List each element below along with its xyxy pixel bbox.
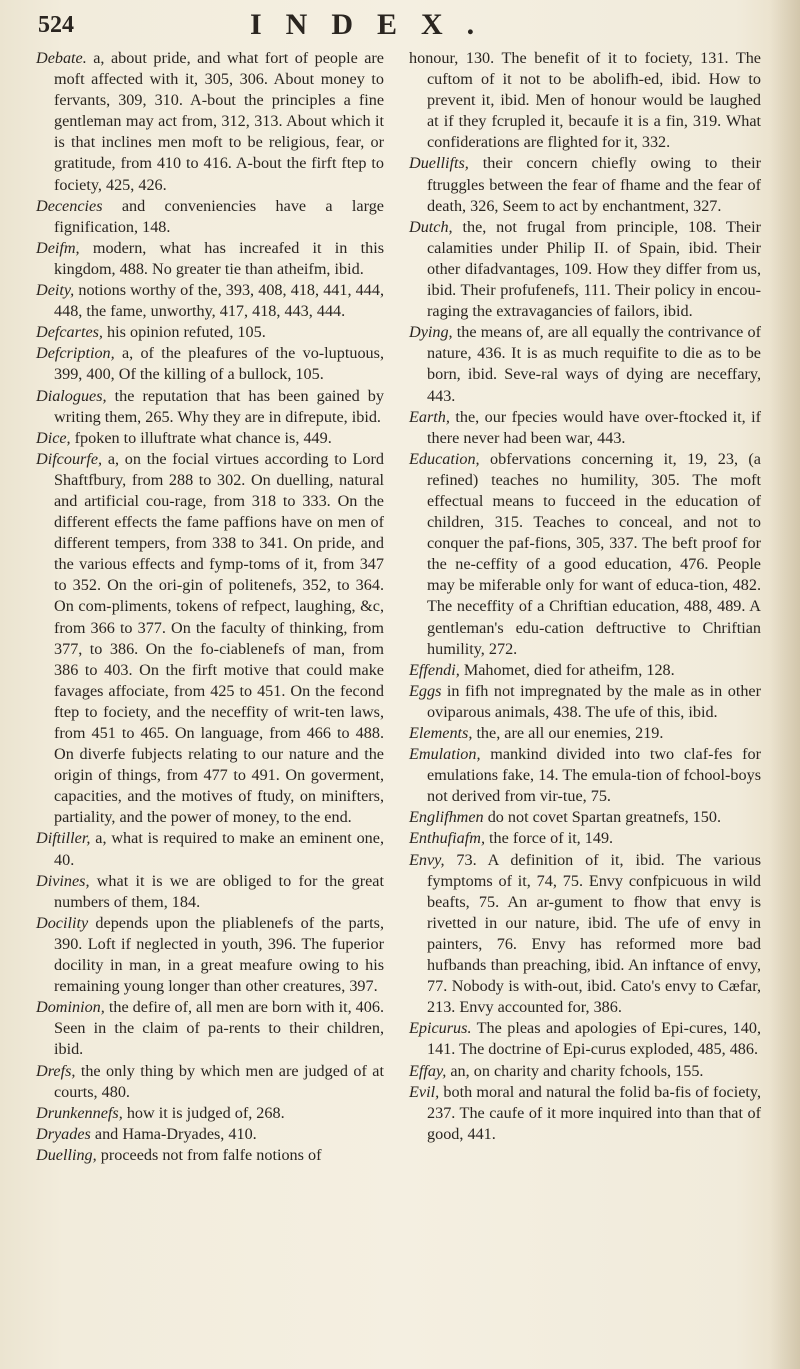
index-entry: [409, 723, 761, 744]
index-entry: [36, 428, 384, 449]
index-term: Debate.: [36, 49, 87, 67]
index-entry: [409, 1082, 761, 1145]
index-entry: [36, 1103, 384, 1124]
index-text: the, not frugal from principle, 108. Their calamities under Philip II. of Spain, ibid. Their other difadvantages, 109. How they differ from us, ibid. Their profufenefs, 111. Their policy in encou-raging the extravagancies of failors, ibid.: [427, 217, 761, 321]
index-term: Defcription,: [36, 344, 115, 363]
index-text: in fifh not impregnated by the male as in other oviparous animals, 438. The ufe of this, ibid.: [427, 681, 761, 721]
index-entry: [409, 660, 761, 681]
index-entry: [409, 1061, 761, 1082]
index-entry: [409, 407, 761, 449]
index-term: Education,: [409, 449, 480, 468]
index-term: Dryades: [36, 1124, 91, 1143]
index-entry: [36, 913, 384, 997]
index-entry: [36, 196, 384, 238]
index-entry: [36, 1061, 384, 1103]
index-text: mankind divided into two claf-fes for emulations fake, 14. The emula-tion of fchool-boys not derived from vir-tue, 75.: [427, 745, 761, 806]
index-entry: [36, 449, 384, 829]
index-entry: [409, 153, 761, 216]
index-term: Effendi,: [409, 660, 460, 679]
index-text: his opinion refuted, 105.: [102, 323, 266, 342]
left-column: [36, 48, 384, 1166]
index-text: a, about pride, and what fort of people are moft affected with it, 305, 306. About money to fervants, 309, 310. A-bout the principles a fine gentleman may act from, 312, 313. About which it is that inclines men moft to be religious, fear, or gratitude, from 410 to 416. A-bout the firft ftep to fociety, 425, 426.: [54, 49, 384, 194]
index-entry: [36, 386, 384, 428]
index-term: Envy,: [409, 850, 445, 869]
index-term: Defcartes,: [36, 323, 103, 342]
running-head: INDEX.: [250, 8, 499, 41]
index-entry: [36, 238, 384, 280]
index-text: how it is judged of, 268.: [122, 1103, 285, 1122]
index-term: Dominion,: [36, 998, 105, 1017]
index-entry: [409, 322, 761, 406]
index-entry: [36, 48, 384, 196]
page-header: [30, 8, 760, 48]
index-text: do not covet Spartan greatnefs, 150.: [483, 808, 721, 827]
index-text: the defire of, all men are born with it, 406. Seen in the claim of pa-rents to their children, ibid.: [54, 998, 384, 1059]
index-term: Drunkennefs,: [36, 1103, 123, 1122]
index-text: a, on the focial virtues according to Lord Shaftfbury, from 288 to 302. On duelling, natural and artificial cou-rage, from 318 to 333. On the different effects the fame paffions have on men of different tempers, from 338 to 341. On pride, and the various effects and fymp-toms of it, from 347 to 352. On the ori-gin of politenefs, 352, to 364. On com-pliments, tokens of refpect, laughing, &c, from 366 to 377. On the faculty of thinking, from 377, to 386. On the fo-ciablenefs of man, from 386 to 403. On the firft motive that could make favages affociate, from 425 to 451. On the fecond ftep to fociety, and the neceffity of writ-ten laws, from 451 to 465. On language, from 466 to 488. On diverfe fubjects relating to our nature and the origin of things, from 477 to 491. On goverment, capacities, and the motives of ftudy, on minifters, partiality, and the power of money, to the end.: [54, 449, 384, 827]
page-number: 524: [38, 12, 74, 38]
index-text: the, our fpecies would have over-ftocked it, if there never had been war, 443.: [427, 407, 761, 447]
index-text: and conveniencies have a large fignification, 148.: [54, 196, 384, 236]
index-entry: [409, 449, 761, 660]
index-term: Emulation,: [409, 745, 481, 764]
index-entry: [36, 322, 384, 343]
index-text: honour, 130. The benefit of it to fociety, 131. The cuftom of it not to be abolifh-ed, ibid. How to prevent it, ibid. Men of honour would be laughed at if they fcrupled it, becaufe it is a fin, 319. What confiderations are flighted for it, 332.: [409, 49, 761, 152]
index-term: Difcourfe,: [36, 449, 103, 468]
index-entry: [409, 850, 761, 1019]
index-entry: [36, 343, 384, 385]
index-text: both moral and natural the folid ba-fis of fociety, 237. The caufe of it more inquired into than that of good, 441.: [427, 1082, 761, 1143]
index-term: Duelling,: [36, 1145, 97, 1164]
index-text: depends upon the pliablenefs of the parts, 390. Loft if neglected in youth, 396. The fuperior docility in man, in a great meafure owing to his remaining young longer than other creatures, 397.: [54, 913, 384, 996]
index-term: Diftiller,: [36, 829, 91, 848]
index-text: the, are all our enemies, 219.: [472, 724, 664, 742]
index-text: fpoken to illuftrate what chance is, 449.: [70, 428, 332, 447]
index-term: Englifhmen: [409, 808, 484, 827]
index-term: Divines,: [36, 871, 90, 890]
index-entry: [409, 744, 761, 807]
index-text: an, on charity and charity fchools, 155.: [446, 1061, 704, 1080]
index-entry: [36, 280, 384, 322]
index-entry: [409, 1018, 761, 1060]
index-term: Deifm,: [36, 238, 80, 257]
index-entry: [409, 48, 761, 153]
index-entry: [36, 1124, 384, 1145]
index-text: 73. A definition of it, ibid. The various fymptoms of it, 74, 75. Envy confpicuous in wild beafts, 75. An ar-gument to fhow that envy is rivetted in our nature, ibid. The ufe of envy in painters, 76. Envy has reformed more bad hufbands than preaching, ibid. An inftance of envy, 77. Nobody is with-out, ibid. Cato's envy to Cæfar, 213. Envy accounted for, 386.: [427, 850, 761, 1017]
index-term: Eggs: [409, 681, 442, 700]
index-entry: [36, 871, 384, 913]
index-text: Mahomet, died for atheifm, 128.: [459, 660, 675, 679]
index-text: the means of, are all equally the contrivance of nature, 436. It is as much requifite to die as to be born, ibid. Seve-ral ways of dying are neceffary, 443.: [427, 323, 761, 405]
index-text: what it is we are obliged to for the great numbers of them, 184.: [54, 871, 384, 911]
index-text: and Hama-Dryades, 410.: [90, 1124, 257, 1143]
index-entry: [36, 1145, 384, 1166]
index-entry: [409, 217, 761, 322]
index-entry: [409, 828, 761, 849]
index-text: notions worthy of the, 393, 408, 418, 441, 444, 448, the fame, unworthy, 417, 418, 443, 444.: [54, 281, 384, 321]
index-term: Enthufiafm,: [409, 829, 485, 848]
index-entry: [36, 997, 384, 1060]
index-term: Docility: [36, 913, 89, 932]
index-term: Decencies: [36, 196, 103, 215]
index-term: Dying,: [409, 323, 453, 342]
index-text: modern, what has increafed it in this kingdom, 488. No greater tie than atheifm, ibid.: [54, 238, 384, 278]
right-column: [409, 48, 761, 1145]
index-text: the only thing by which men are judged of at courts, 480.: [54, 1061, 384, 1101]
index-text: obfervations concerning it, 19, 23, (a refined) teaches no humility, 305. The moft effectual means to fucceed in the education of children, 315. Teaches to conceal, and not to conquer the paf-fions, 305, 337. The beft proof for the ne-ceffity of a good education, 476. People may be miferable only for want of educa-tion, 482. The neceffity of a Chriftian education, 488, 489. A gentleman's edu-cation deftructive to Chriftian humility, 272.: [427, 449, 761, 658]
index-term: Evil,: [409, 1082, 440, 1101]
index-text: their concern chiefly owing to their ftruggles between the fear of fhame and the fear of death, 326, Seem to act by enchantment, 327.: [427, 154, 761, 215]
index-term: Dialogues,: [36, 386, 107, 405]
index-term: Earth,: [409, 407, 450, 426]
index-term: Effay,: [409, 1061, 447, 1080]
index-entry: [36, 828, 384, 870]
index-text: the force of it, 149.: [485, 829, 614, 848]
index-text: proceeds not from falfe notions of: [96, 1145, 322, 1164]
index-text: The pleas and apologies of Epi-cures, 140, 141. The doctrine of Epi-curus exploded, 485, 486.: [427, 1019, 761, 1059]
index-term: Drefs,: [36, 1061, 76, 1080]
index-term: Elements,: [409, 724, 473, 742]
index-term: Epicurus.: [409, 1019, 472, 1038]
index-term: Deity,: [36, 281, 75, 300]
index-text: a, what is required to make an eminent one, 40.: [54, 829, 384, 869]
index-term: Dice,: [36, 428, 71, 447]
index-entry: [409, 681, 761, 723]
index-entry: [409, 807, 761, 828]
page-edge-shadow: [770, 0, 800, 1369]
index-text: the reputation that has been gained by writing them, 265. Why they are in difrepute, ibid.: [54, 386, 384, 426]
index-term: Dutch,: [409, 217, 453, 236]
index-term: Duellifts,: [409, 154, 469, 173]
index-text: a, of the pleafures of the vo-luptuous, 399, 400, Of the killing of a bullock, 105.: [54, 344, 384, 384]
